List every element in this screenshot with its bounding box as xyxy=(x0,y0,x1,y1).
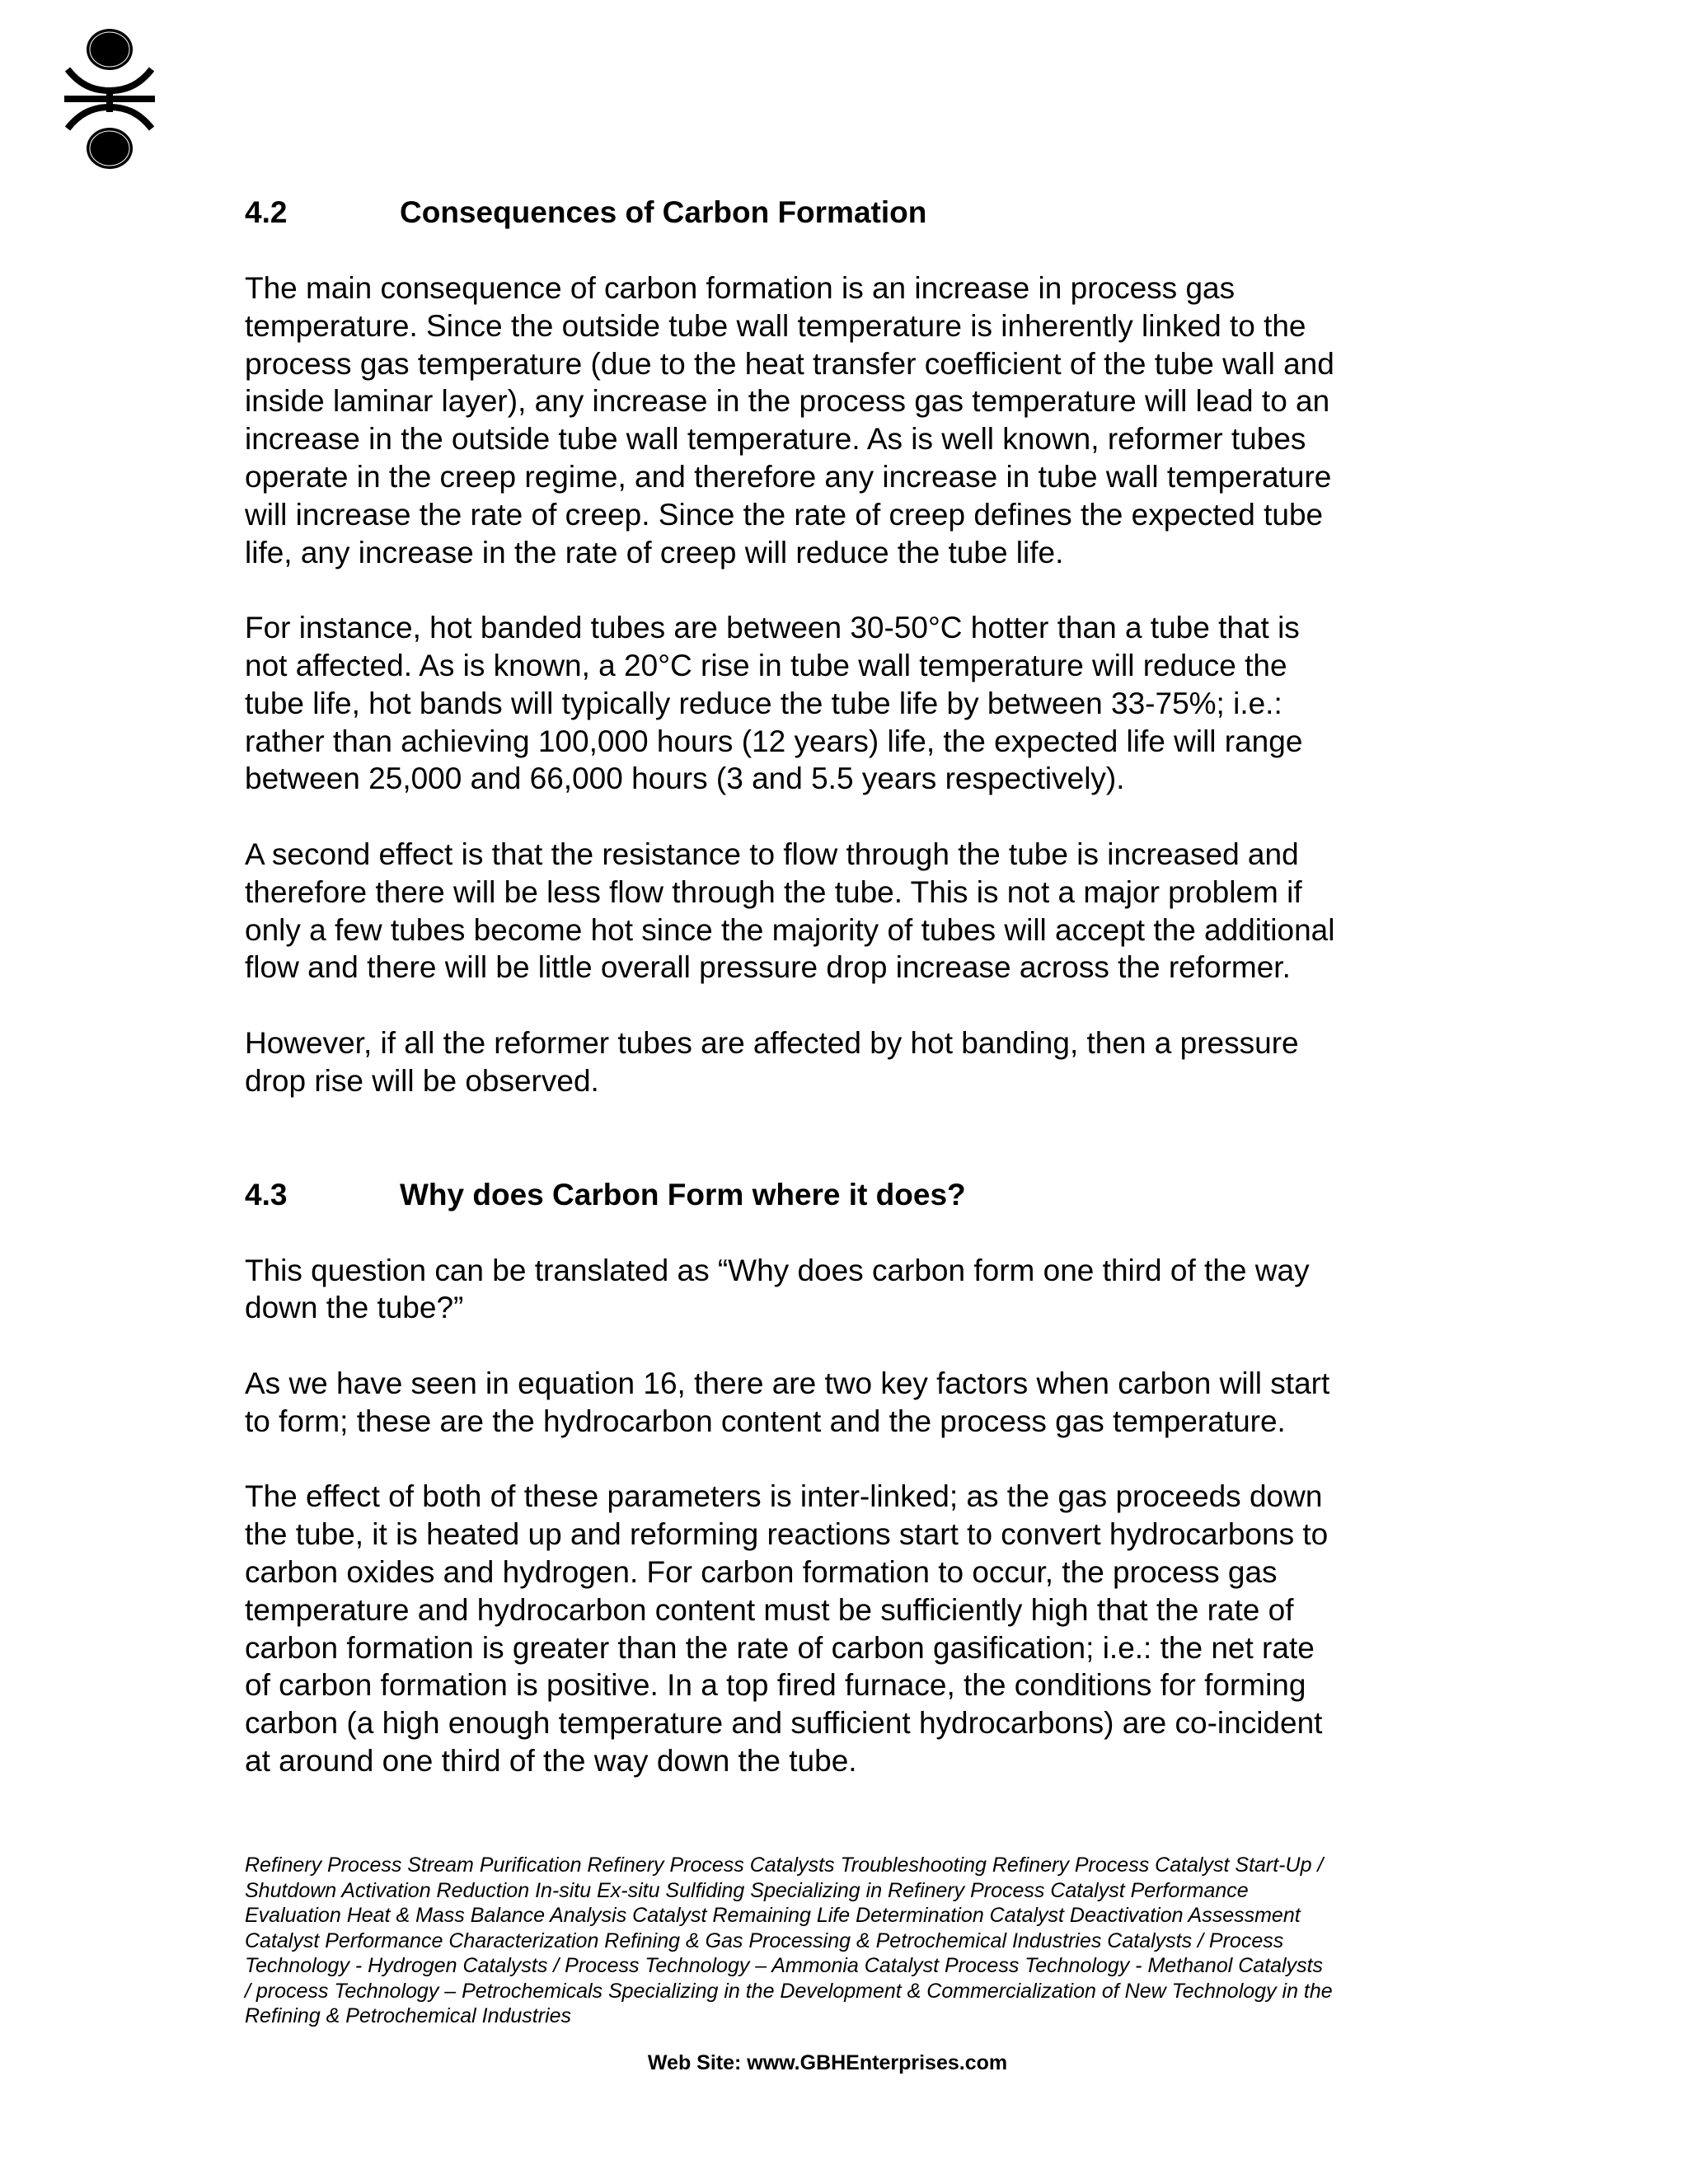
paragraph: The main consequence of carbon formation is an increase in process gas temperature. Since the outside tube wall temperature is inherently linked to the process gas temperature (due to the heat transfer coefficient of the tube wall and inside laminar layer), any increase in the process gas temperature will lead to an increase in the outside tube wall temperature. As is well known, reformer tubes operate in the creep regime, and therefore any increase in tube wall temperature will increase the rate of creep. Since the rate of creep defines the expected tube life, any increase in the rate of creep will reduce the tube life. xyxy=(245,271,1334,569)
document-body xyxy=(245,194,1448,1780)
section-number: 4.2 xyxy=(245,195,288,229)
company-logo-icon xyxy=(61,26,158,171)
section-number: 4.3 xyxy=(245,1177,288,1212)
paragraph: This question can be translated as “Why does carbon form one third of the way down the tube?” xyxy=(245,1253,1310,1325)
paragraph: However, if all the reformer tubes are affected by hot banding, then a pressure drop rise will be observed. xyxy=(245,1025,1299,1098)
paragraph: A second effect is that the resistance to flow through the tube is increased and therefore there will be less flow through the tube. This is not a major problem if only a few tubes become hot since the majority of tubes will accept the additional flow and there will be little overall pressure drop increase across the reformer. xyxy=(245,837,1335,985)
paragraph: The effect of both of these parameters is inter-linked; as the gas proceeds down the tube, it is heated up and reforming reactions start to convert hydrocarbons to carbon oxides and hydrogen. For carbon formation to occur, the process gas temperature and hydrocarbon content must be sufficiently high that the rate of carbon formation is greater than the rate of carbon gasification; i.e.: the net rate of carbon formation is positive. In a top fired furnace, the conditions for forming carbon (a high enough temperature and sufficient hydrocarbons) are co-incident at around one third of the way down the tube. xyxy=(245,1479,1329,1778)
footer-website xyxy=(0,2050,1688,2075)
section-title: Why does Carbon Form where it does? xyxy=(400,1177,966,1212)
section-heading xyxy=(245,1176,1448,1214)
website-label: Web Site: www.GBHEnterprises.com xyxy=(647,2051,1008,2074)
section-4-3 xyxy=(245,1176,1448,1780)
paragraph: For instance, hot banded tubes are between 30-50°C hotter than a tube that is not affected. As is known, a 20°C rise in tube wall temperature will reduce the tube life, hot bands will typically reduce the tube life by between 33-75%; i.e.: rather than achieving 100,000 hours (12 years) life, the expected life will range between 25,000 and 66,000 hours (3 and 5.5 years respectively). xyxy=(245,611,1303,796)
paragraph: As we have seen in equation 16, there are two key factors when carbon will start to form; these are the hydrocarbon content and the process gas temperature. xyxy=(245,1366,1330,1438)
section-title: Consequences of Carbon Formation xyxy=(400,195,927,229)
section-heading xyxy=(245,194,1448,232)
section-4-2 xyxy=(245,194,1448,1100)
footer-services-text: Refinery Process Stream Purification Refinery Process Catalysts Troubleshooting Refinery Process Catalyst Start-Up / Shutdown Activation Reduction In-situ Ex-situ Sulfiding Specializing in Refinery Process Catalyst Performance Evaluation Heat & Mass Balance Analysis Catalyst Remaining Life Determination Catalyst Deactivation Assessment Catalyst Performance Characterization Refining & Gas Processing & Petrochemical Industries Catalysts / Process Technology - Hydrogen Catalysts / Process Technology – Ammonia Catalyst Process Technology - Methanol Catalysts / process Technology – Petrochemicals Specializing in the Development & Commercialization of New Technology in the Refining & Petrochemical Industries xyxy=(245,1854,1333,2027)
